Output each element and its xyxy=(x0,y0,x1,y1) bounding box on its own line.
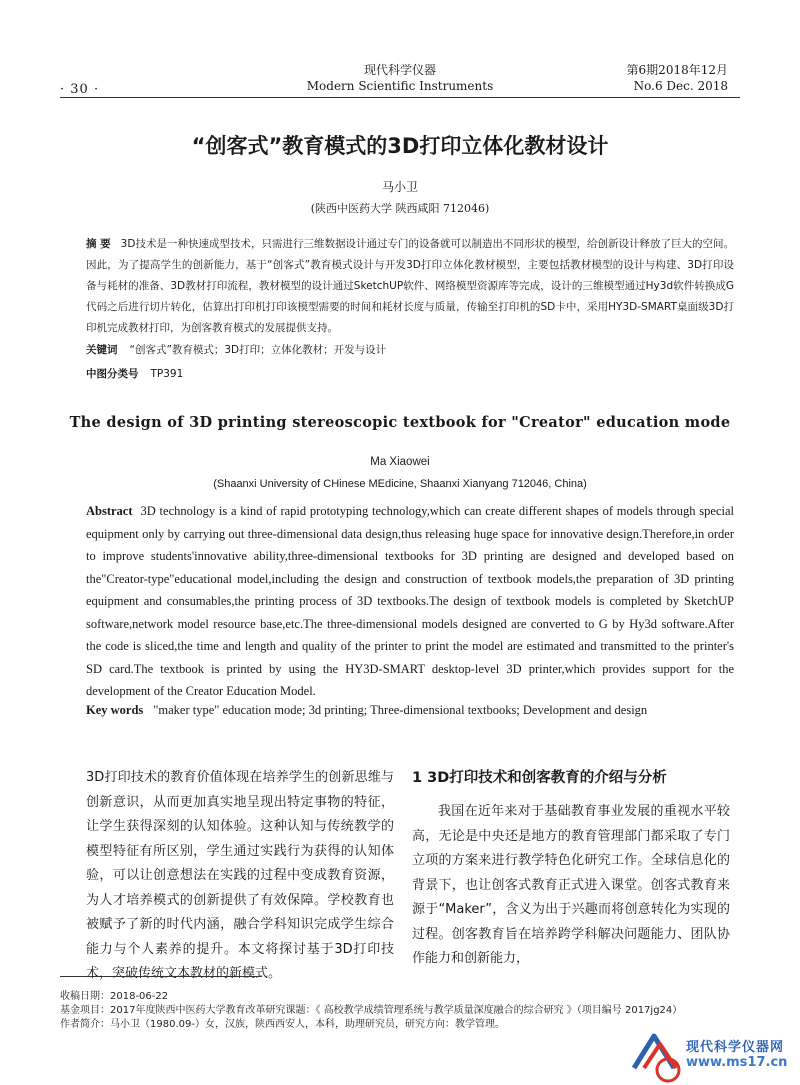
author-en: Ma Xiaowei xyxy=(370,456,430,468)
keywords-en-label: Key words xyxy=(86,703,144,717)
watermark-name: 现代科学仪器网 xyxy=(686,1040,785,1055)
footnote-received: 收稿日期：2018-06-22 xyxy=(60,991,169,1002)
footnote-author-bio: 作者简介：马小卫（1980.09-）女，汉族，陕西西安人，本科，助理研究员，研究方向：教学管理。 xyxy=(60,1019,505,1030)
affiliation-en: (Shaanxi University of CHinese MEdicine, Shaanxi Xianyang 712046, China) xyxy=(213,478,587,490)
journal-name-cn: 现代科学仪器 xyxy=(363,63,436,77)
classification-cn xyxy=(86,366,183,381)
classification-cn-text: TP391 xyxy=(150,368,184,380)
abstract-cn xyxy=(86,234,734,339)
abstract-cn-text: 3D技术是一种快速成型技术，只需进行三维数据设计通过专门的设备就可以制造出不同形状的模型，给创新设计释放了巨大的空间。因此，为了提高学生的创新能力，基于“创客式”教育模式设计与开发3D打印立体化教材模型，主要包括教材模型的设计与构建、3D打印设备与耗材的准备、3D教材打印流程，教材模型的设计通过SketchUP软件、网络模型资源库等完成，设计的三维模型通过Hy3d软件转换成G代码之后进行切片转化，估算出打印机打印该模型需要的时间和耗材长度与质量，传输至打印机的SD卡中，采用HY3D-SMART桌面级3D打印机完成教材打印，为创客教育模式的发展提供支持。 xyxy=(86,238,735,334)
journal-name-en: Modern Scientific Instruments xyxy=(306,79,494,93)
keywords-en-text: "maker type" education mode; 3d printing; Three-dimensional textbooks; Development and design xyxy=(153,703,648,717)
title-en: The design of 3D printing stereoscopic textbook for "Creator" education mode xyxy=(69,414,731,431)
abstract-cn-label: 摘 要 xyxy=(86,238,111,250)
body-right-paragraph: 我国在近年来对于基础教育事业发展的重视水平较高，无论是中央还是地方的教育管理部门都采取了专门立项的方案来进行教学特色化研究工作。全球信息化的背景下，也让创客式教育正式进入课堂。创客式教育来源于“Maker”，含义为出于兴趣而将创意转化为实现的过程。创客教育旨在培养跨学科解决问题能力、团队协作能力和创新能力， xyxy=(412,804,730,966)
title-cn: “创客式”教育模式的3D打印立体化教材设计 xyxy=(191,134,609,158)
section-heading: 1 3D打印技术和创客教育的介绍与分析 xyxy=(412,770,667,786)
keywords-cn-text: “创客式”教育模式；3D打印；立体化教材；开发与设计 xyxy=(129,344,387,356)
footnote-fund: 基金项目：2017年度陕西中医药大学教育改革研究课题：《 高校教学成绩管理系统与教学质量深度融合的综合研究 》（项目编号 2017jg24） xyxy=(60,1005,683,1016)
keywords-cn-label: 关键词 xyxy=(86,344,118,356)
author-cn: 马小卫 xyxy=(381,180,418,194)
watermark-emblem-icon xyxy=(634,1036,679,1081)
keywords-en xyxy=(86,703,647,718)
issue-cn: 第6期2018年12月 xyxy=(626,63,728,77)
watermark-url: www.ms17.cn xyxy=(686,1055,788,1070)
issue-info xyxy=(627,62,728,94)
page-number: · 30 · xyxy=(60,82,100,97)
body-left-paragraph: 3D打印技术的教育价值体现在培养学生的创新思维与创新意识，从而更加真实地呈现出特定事物的特征，让学生获得深刻的认知体验。这种认知与传统教学的模型特征有所区别，学生通过实践行为获得的认知体验，可以让创意想法在实践的过程中变成教育资源，为人才培养模式的创新提供了有效保障。学校教育也被赋予了新的时代内涵，融合学科知识完成学生综合能力与个人素养的提升。本文将探讨基于3D打印技术，突破传统文本教材的新模式。 xyxy=(86,770,394,981)
abstract-en-label: Abstract xyxy=(86,504,133,518)
keywords-cn xyxy=(86,342,386,357)
header-rule xyxy=(60,97,740,98)
abstract-en xyxy=(86,500,734,703)
abstract-en-text: 3D technology is a kind of rapid prototyping technology,which can create different shapes of models through special equipment only by carrying out three-dimensional data design,thus releasing huge space for innovative design.Therefore,in order to improve students'innovative ability,three-dimensional textbooks for 3D printing are designed and developed based on the"Creator-type"educational model,including the design and construction of textbook models,the preparation of 3D printing equipment and consumables,the printing process of 3D textbooks.The design of textbook models is completed by SketchUP software,network model resource base,etc.The three-dimensional models designed are converted to G by Hy3d software.After the code is sliced,the time and length and quality of the printer to print the model are estimated and transmitted to the printer's SD card.The textbook is printed by using the HY3D-SMART desktop-level 3D printer,which provides support for the development of the Creator Education Model. xyxy=(86,504,734,698)
classification-cn-label: 中图分类号 xyxy=(86,368,139,380)
issue-en: No.6 Dec. 2018 xyxy=(633,79,728,93)
footnote-rule xyxy=(60,976,262,977)
affiliation-cn: (陕西中医药大学 陕西咸阳 712046) xyxy=(310,202,490,215)
